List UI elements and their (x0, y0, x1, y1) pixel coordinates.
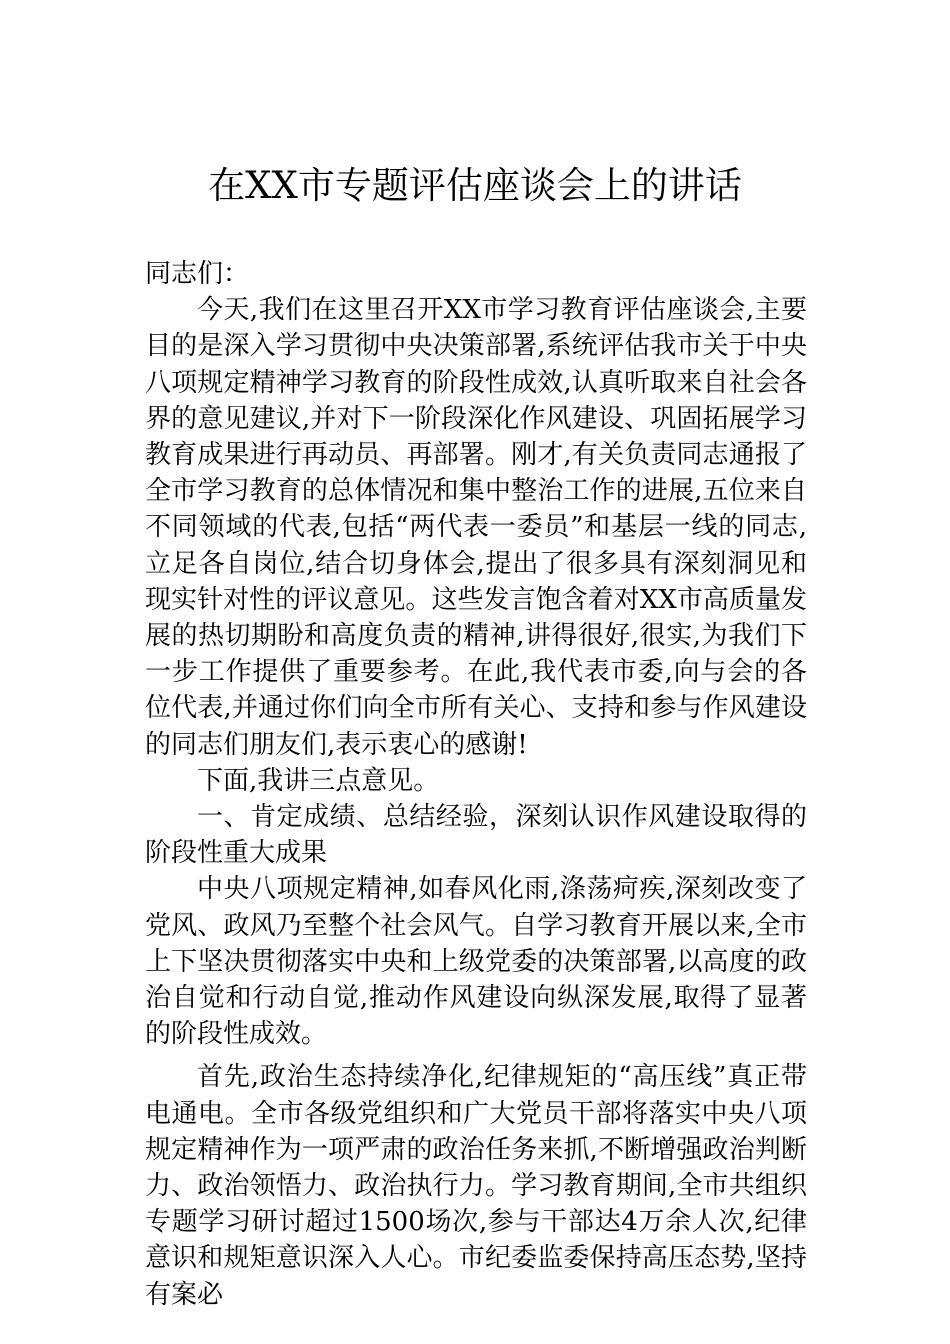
paragraph-first-point: 首先,政治生态持续净化,纪律规矩的“高压线”真正带电通电。全市各级党组织和广大党员干部将落实中央八项规定精神作为一项严肃的政治任务来抓,不断增强政治判断力、政治领悟力、政治执行力。学习教育期间,全市共组织专题学习研讨超过1500场次,参与干部达4万余人次,纪律意识和规矩意识深入人心。市纪委监委保持高压态势,坚持有案必 (145, 1062, 807, 1310)
section-heading: 一、肯定成绩、总结经验，深刻认识作风建设取得的阶段性重大成果 (145, 802, 807, 869)
paragraph-achievements: 中央八项规定精神,如春风化雨,涤荡疴疾,深刻改变了党风、政风乃至整个社会风气。自学习教育开展以来,全市上下坚决贯彻落实中央和上级党委的决策部署,以高度的政治自觉和行动自觉,推动作风建设向纵深发展,取得了显著的阶段性成效。 (145, 874, 807, 1050)
document-title: 在XX市专题评估座谈会上的讲话 (208, 164, 742, 207)
paragraph-outline: 下面,我讲三点意见。 (197, 765, 440, 796)
salutation: 同志们： (145, 259, 250, 289)
document-body (145, 256, 807, 1313)
paragraph-intro: 今天,我们在这里召开XX市学习教育评估座谈会,主要目的是深入学习贯彻中央决策部署,系统评估我市关于中央八项规定精神学习教育的阶段性成效,认真听取来自社会各界的意见建议,并对下一阶段深化作风建设、巩固拓展学习教育成果进行再动员、再部署。刚才,有关负责同志通报了全市学习教育的总体情况和集中整治工作的进展,五位来自不同领域的代表,包括“两代表一委员”和基层一线的同志,立足各自岗位,结合切身体会,提出了很多具有深刻洞见和现实针对性的评议意见。这些发言饱含着对XX市高质量发展的热切期盼和高度负责的精神,讲得很好,很实,为我们下一步工作提供了重要参考。在此,我代表市委,向与会的各位代表,并通过你们向全市所有关心、支持和参与作风建设的同志们朋友们,表示衷心的感谢! (145, 295, 807, 760)
